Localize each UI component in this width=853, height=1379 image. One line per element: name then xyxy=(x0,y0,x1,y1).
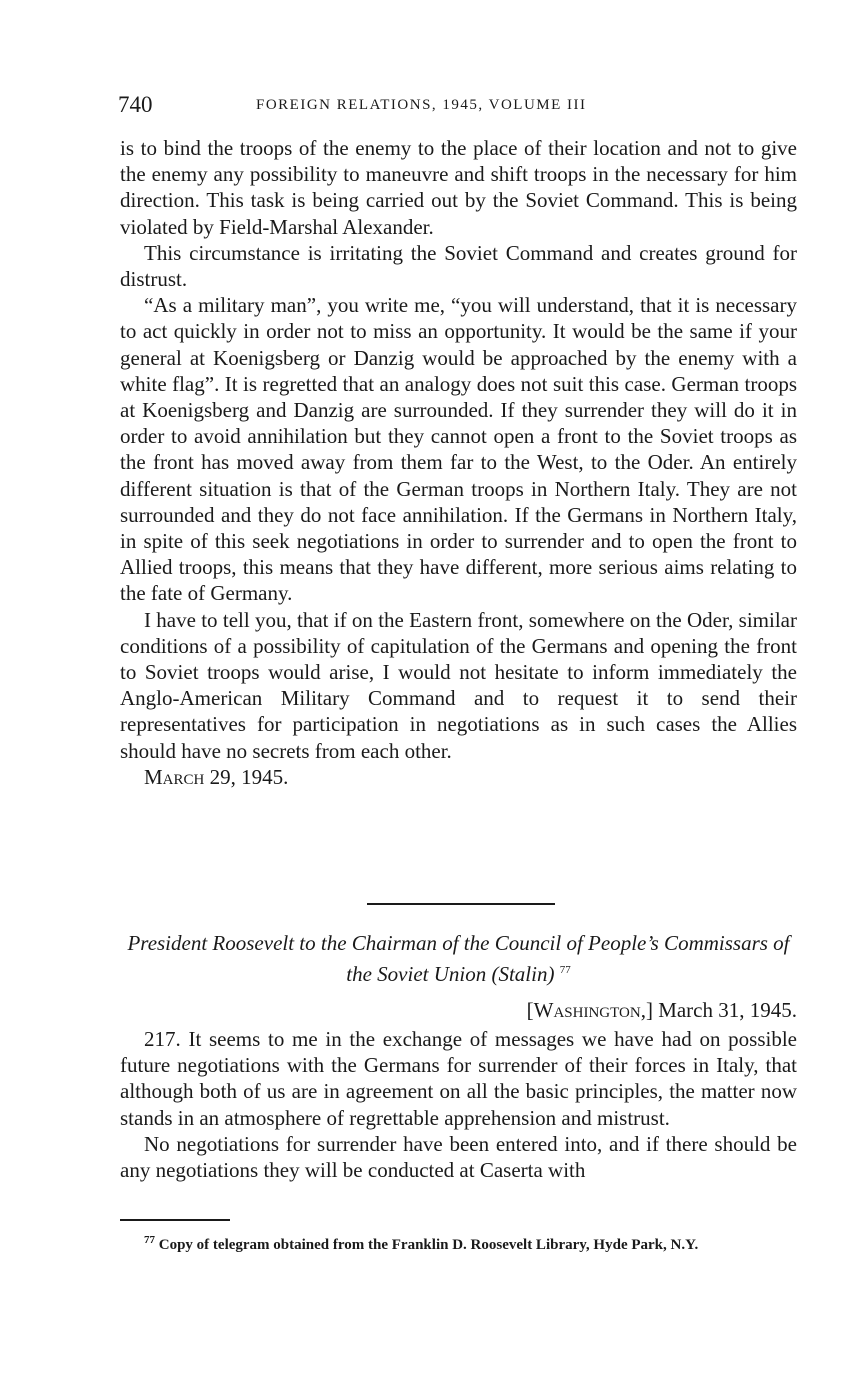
section-divider xyxy=(367,903,555,905)
dateline xyxy=(527,998,797,1023)
paragraph: “As a military man”, you write me, “you will understand, that it is necessary to act quickly in order not to miss an opportunity. It would be the same if your general at Koenigsberg or Danzig would be approached by the enemy with a white flag”. It is regretted that an analogy does not suit this case. German troops at Koenigsberg and Danzig are surrounded. If they surrender they will do it in order to avoid annihilation but they cannot open a front to the Soviet troops as the front has moved away from them far to the West, to the Oder. An entirely different situation is that of the German troops in Northern Italy. They are not surrounded and they do not face annihilation. If the Germans in Northern Italy, in spite of this seek negotiations in order to surrender and to open the front to Allied troops, this means that they have different, more serious aims relating to the fate of Germany. xyxy=(120,293,797,606)
continued-message-body xyxy=(120,135,797,790)
document-title xyxy=(120,930,797,988)
paragraph: This circumstance is irritating the Soviet Command and creates ground for distrust. xyxy=(120,240,797,292)
footnote-text: Copy of telegram obtained from the Franklin D. Roosevelt Library, Hyde Park, N.Y. xyxy=(158,1237,699,1253)
footnote-reference: 77 xyxy=(559,964,571,976)
running-title: FOREIGN RELATIONS, 1945, VOLUME III xyxy=(256,97,587,113)
paragraph: is to bind the troops of the enemy to the place of their location and not to give the enemy any possibility to maneuvre and shift troops in the necessary for him direction. This task is being carried out by the Soviet Command. This is being violated by Field-Marshal Alexander. xyxy=(120,136,797,239)
page-number: 740 xyxy=(118,92,153,117)
paragraph: I have to tell you, that if on the Eastern front, somewhere on the Oder, similar conditions of a possibility of capitulation of the Germans and opening the front to Soviet troops would arise, I would not hesitate to inform immediately the Anglo-American Military Command and to request it to send their representatives for participation in negotiations as in such cases the Allies should have no secrets from each other. xyxy=(120,607,797,763)
dateline-place: [Washington,] xyxy=(526,998,653,1022)
paragraph: No negotiations for surrender have been entered into, and if there should be any negotiations they will be conducted at Caserta with xyxy=(120,1131,797,1183)
page-header xyxy=(118,92,798,120)
paragraph: 217. It seems to me in the exchange of messages we have had on possible future negotiations with the Germans for surrender of their forces in Italy, that although both of us are in agreement on all the basic principles, the matter now stands in an atmosphere of regrettable apprehension and mistrust. xyxy=(120,1027,797,1130)
message-date-text: March 29, 1945. xyxy=(144,764,289,789)
footnote-divider xyxy=(120,1219,230,1221)
footnote-marker: 77 xyxy=(144,1234,155,1246)
dateline-date: March 31, 1945. xyxy=(658,998,797,1022)
footnote xyxy=(120,1231,797,1254)
document-title-text: President Roosevelt to the Chairman of the Council of People’s Commissars of the Soviet Union (Stalin) xyxy=(127,931,790,986)
message-date xyxy=(120,764,797,790)
new-message-body xyxy=(120,1026,797,1183)
